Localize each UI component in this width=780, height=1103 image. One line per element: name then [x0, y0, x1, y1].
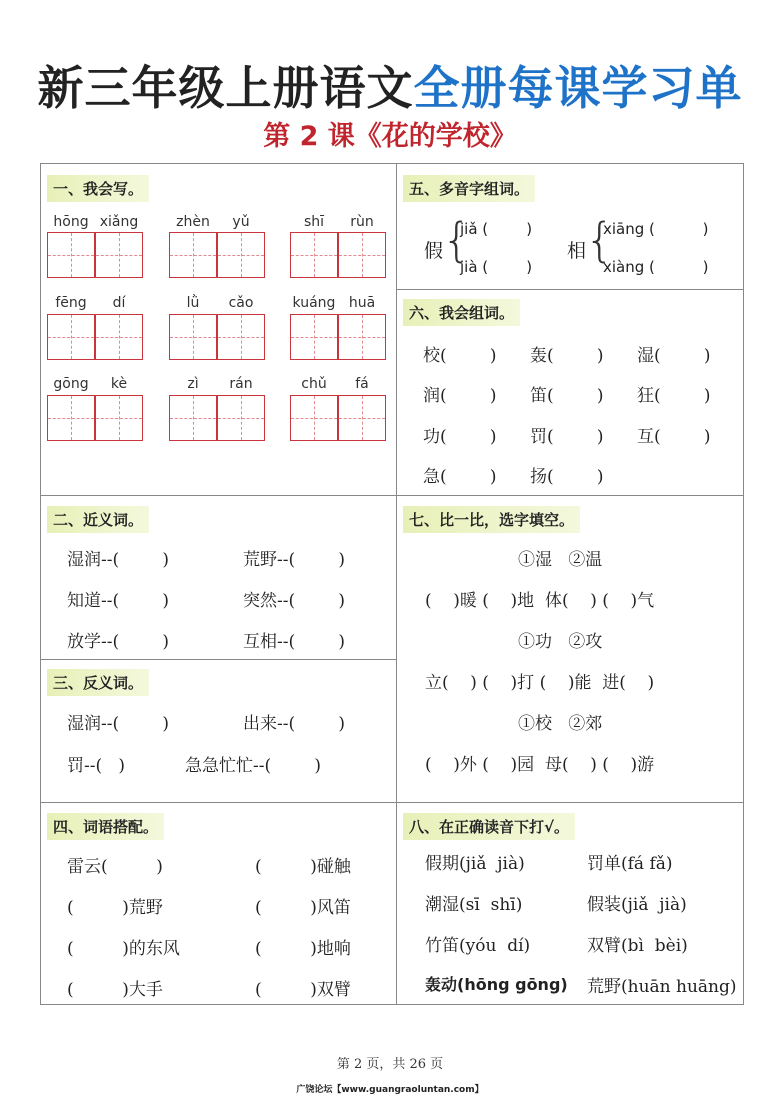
- pronunciation-item[interactable]: 罚单(fá fǎ): [587, 854, 673, 874]
- pronunciation-item[interactable]: 竹笛(yóu dí): [425, 936, 531, 956]
- char-options: ①校 ②郊: [518, 714, 603, 734]
- collocation-item[interactable]: ( )大手: [67, 980, 163, 1000]
- section-5-heading: 五、多音字组词。: [403, 175, 535, 202]
- fill-blank-line[interactable]: ( )暖 ( )地 体( ) ( )气: [425, 591, 655, 611]
- pinyin: zì: [187, 376, 199, 392]
- synonym-item[interactable]: 湿润--( ): [67, 550, 169, 570]
- section-6-heading: 六、我会组词。: [403, 299, 520, 326]
- polyphone-char: 相: [567, 240, 587, 262]
- pinyin: shī: [303, 214, 325, 230]
- synonym-item[interactable]: 荒野--( ): [243, 550, 345, 570]
- polyphone-reading[interactable]: jià ( ): [460, 258, 533, 276]
- polyphone-reading[interactable]: jiǎ ( ): [460, 220, 533, 238]
- tianzige-box[interactable]: [95, 232, 143, 278]
- pinyin: hōng: [53, 214, 89, 230]
- page-number: 第 2 页，共 26 页: [336, 1057, 444, 1072]
- collocation-item[interactable]: ( )风笛: [255, 898, 351, 918]
- tianzige-box[interactable]: [338, 395, 386, 441]
- tianzige-box[interactable]: [290, 395, 338, 441]
- tianzige-box[interactable]: [169, 232, 217, 278]
- word-formation-item[interactable]: 轰( ): [530, 346, 604, 366]
- pronunciation-item[interactable]: 荒野(huān huāng): [587, 977, 737, 997]
- tianzige-box[interactable]: [169, 314, 217, 360]
- collocation-item[interactable]: ( )荒野: [67, 898, 163, 918]
- divider-s6-s7: [397, 495, 743, 496]
- polyphone-char: 假: [424, 240, 444, 262]
- tianzige-box[interactable]: [169, 395, 217, 441]
- word-formation-item[interactable]: 湿( ): [637, 346, 711, 366]
- worksheet: [40, 163, 744, 1005]
- center-divider: [396, 164, 397, 1004]
- pinyin: xiǎng: [99, 214, 139, 230]
- pronunciation-item[interactable]: 双臂(bì bèi): [587, 936, 688, 956]
- lesson-subtitle: 第 2 课《花的学校》: [263, 121, 517, 152]
- fill-blank-line[interactable]: 立( ) ( )打 ( )能 进( ): [425, 673, 655, 693]
- pinyin: huā: [348, 295, 376, 311]
- section-4-heading: 四、词语搭配。: [47, 813, 164, 840]
- brace-icon: {: [585, 213, 615, 267]
- brace-icon: {: [442, 213, 472, 267]
- section-8-heading: 八、在正确读音下打√。: [403, 813, 575, 840]
- fill-blank-line[interactable]: ( )外 ( )园 母( ) ( )游: [425, 755, 655, 775]
- section-7-heading: 七、比一比，选字填空。: [403, 506, 580, 533]
- synonym-item[interactable]: 互相--( ): [243, 632, 345, 652]
- word-formation-item[interactable]: 功( ): [423, 427, 497, 447]
- page-title: [0, 52, 780, 118]
- pinyin: kuáng: [292, 295, 336, 311]
- pinyin: dí: [112, 295, 126, 311]
- word-formation-item[interactable]: 罚( ): [530, 427, 604, 447]
- antonym-item[interactable]: 湿润--( ): [67, 714, 169, 734]
- collocation-item[interactable]: ( )地响: [255, 939, 351, 959]
- tianzige-box[interactable]: [290, 314, 338, 360]
- pinyin: rùn: [350, 214, 374, 230]
- pinyin: chǔ: [301, 376, 327, 392]
- collocation-item[interactable]: 雷云( ): [67, 857, 163, 877]
- pinyin: kè: [110, 376, 128, 392]
- char-options: ①功 ②攻: [518, 632, 603, 652]
- collocation-item[interactable]: ( )双臂: [255, 980, 351, 1000]
- tianzige-box[interactable]: [47, 314, 95, 360]
- divider-s3-s4: [41, 802, 743, 803]
- divider-s5-s6: [397, 289, 743, 290]
- tianzige-box[interactable]: [338, 232, 386, 278]
- pinyin: zhèn: [176, 214, 210, 230]
- word-formation-item[interactable]: 互( ): [637, 427, 711, 447]
- word-formation-item[interactable]: 急( ): [423, 467, 497, 487]
- pinyin: cǎo: [228, 295, 254, 311]
- section-1-heading: 一、我会写。: [47, 175, 149, 202]
- tianzige-box[interactable]: [95, 314, 143, 360]
- synonym-item[interactable]: 放学--( ): [67, 632, 169, 652]
- tianzige-box[interactable]: [217, 232, 265, 278]
- tianzige-box[interactable]: [290, 232, 338, 278]
- word-formation-item[interactable]: 润( ): [423, 386, 497, 406]
- pinyin: gōng: [53, 376, 89, 392]
- char-options: ①湿 ②温: [518, 550, 603, 570]
- pinyin: yǔ: [232, 214, 250, 230]
- pronunciation-item[interactable]: 轰动(hōng gōng): [425, 975, 568, 994]
- tianzige-box[interactable]: [217, 314, 265, 360]
- tianzige-box[interactable]: [47, 395, 95, 441]
- pinyin: fá: [355, 376, 369, 392]
- collocation-item[interactable]: ( )碰触: [255, 857, 351, 877]
- pinyin: lǜ: [186, 295, 200, 311]
- collocation-item[interactable]: ( )的东风: [67, 939, 180, 959]
- polyphone-reading[interactable]: xiāng ( ): [603, 220, 709, 238]
- synonym-item[interactable]: 知道--( ): [67, 591, 169, 611]
- word-formation-item[interactable]: 校( ): [423, 346, 497, 366]
- title-part2: 全册每课学习单: [413, 61, 743, 115]
- tianzige-box[interactable]: [95, 395, 143, 441]
- section-3-heading: 三、反义词。: [47, 669, 149, 696]
- divider-s2-s3: [41, 659, 397, 660]
- section-2-heading: 二、近义词。: [47, 506, 149, 533]
- pronunciation-item[interactable]: 潮湿(sī shī): [425, 895, 523, 915]
- pinyin: rán: [229, 376, 253, 392]
- tianzige-box[interactable]: [338, 314, 386, 360]
- tianzige-box[interactable]: [217, 395, 265, 441]
- pronunciation-item[interactable]: 假期(jiǎ jià): [425, 854, 525, 874]
- word-formation-item[interactable]: 狂( ): [637, 386, 711, 406]
- source-label: 广饶论坛【www.guangraoluntan.com】: [296, 1085, 484, 1095]
- antonym-item[interactable]: 出来--( ): [243, 714, 345, 734]
- polyphone-reading[interactable]: xiàng ( ): [603, 258, 709, 276]
- tianzige-box[interactable]: [47, 232, 95, 278]
- pinyin: fēng: [55, 295, 87, 311]
- word-formation-item[interactable]: 扬( ): [530, 467, 604, 487]
- antonym-item[interactable]: 罚--( ): [67, 756, 125, 776]
- pronunciation-item[interactable]: 假装(jiǎ jià): [587, 895, 687, 915]
- antonym-item[interactable]: 急急忙忙--( ): [185, 756, 321, 776]
- word-formation-item[interactable]: 笛( ): [530, 386, 604, 406]
- synonym-item[interactable]: 突然--( ): [243, 591, 345, 611]
- title-part1: 新三年级上册语文: [37, 61, 414, 115]
